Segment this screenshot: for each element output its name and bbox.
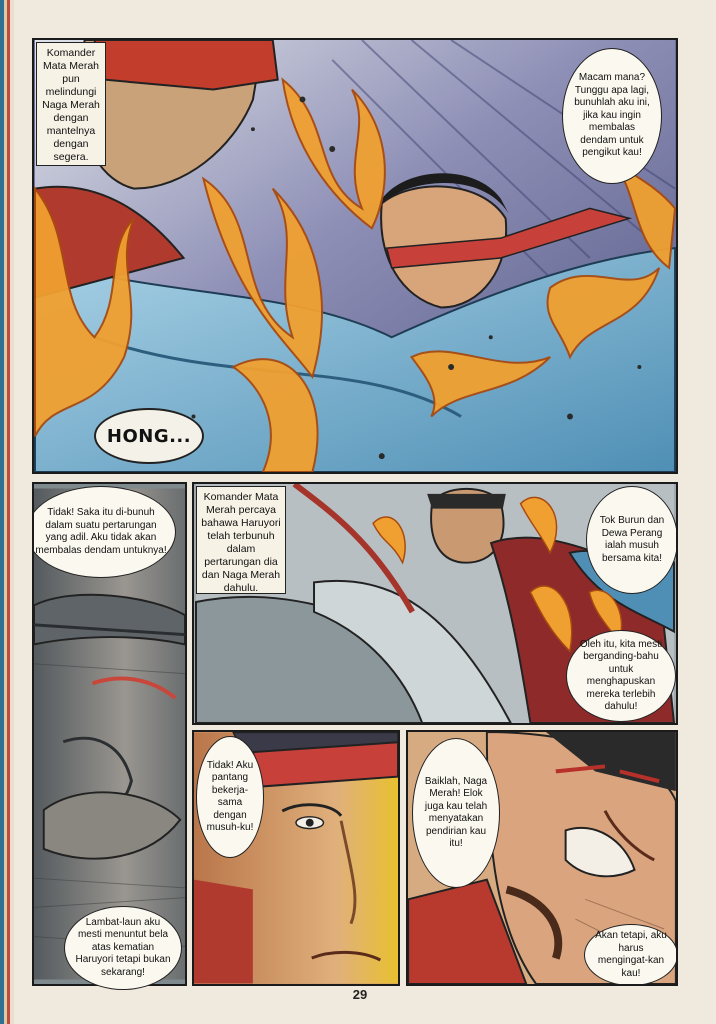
page-number: 29 — [352, 987, 368, 1002]
sound-effect: HONG... — [94, 408, 204, 464]
speech-bubble: Tidak! Saka itu di-bunuh dalam suatu pertarungan yang adil. Aku tidak akan membalas dendam untuknya! — [32, 486, 176, 578]
narration-caption: Komander Mata Merah pun melindungi Naga Merah dengan mantelnya dengan segera. — [36, 42, 106, 166]
speech-bubble: Tok Burun dan Dewa Perang ialah musuh bersama kita! — [586, 486, 678, 594]
speech-bubble: Akan tetapi, aku harus mengingat-kan kau! — [584, 924, 678, 986]
panel-3 — [192, 482, 678, 725]
speech-bubble: Tidak! Aku pantang bekerja-sama dengan musuh-ku! — [196, 736, 264, 858]
speech-bubble: Oleh itu, kita mesti berganding-bahu untuk menghapuskan mereka terlebih dahulu! — [566, 630, 676, 722]
speech-bubble: Baiklah, Naga Merah! Elok juga kau telah menyatakan pendirian kau itu! — [412, 738, 500, 888]
narration-caption: Komander Mata Merah percaya bahawa Haruyori telah terbunuh dalam pertarungan dia dan Naga Merah dahulu. — [196, 486, 286, 594]
panel-4 — [192, 730, 400, 986]
panel-1 — [32, 38, 678, 474]
book-spine — [0, 0, 14, 1024]
panel-5 — [406, 730, 678, 986]
commander-cap — [94, 40, 277, 90]
speech-bubble: Macam mana? Tunggu apa lagi, bunuhlah aku ini, jika kau ingin membalas dendam untuk pengikut kau! — [562, 48, 662, 184]
speech-bubble: Lambat-laun aku mesti menuntut bela atas kematian Haruyori tetapi bukan sekarang! — [64, 906, 182, 990]
